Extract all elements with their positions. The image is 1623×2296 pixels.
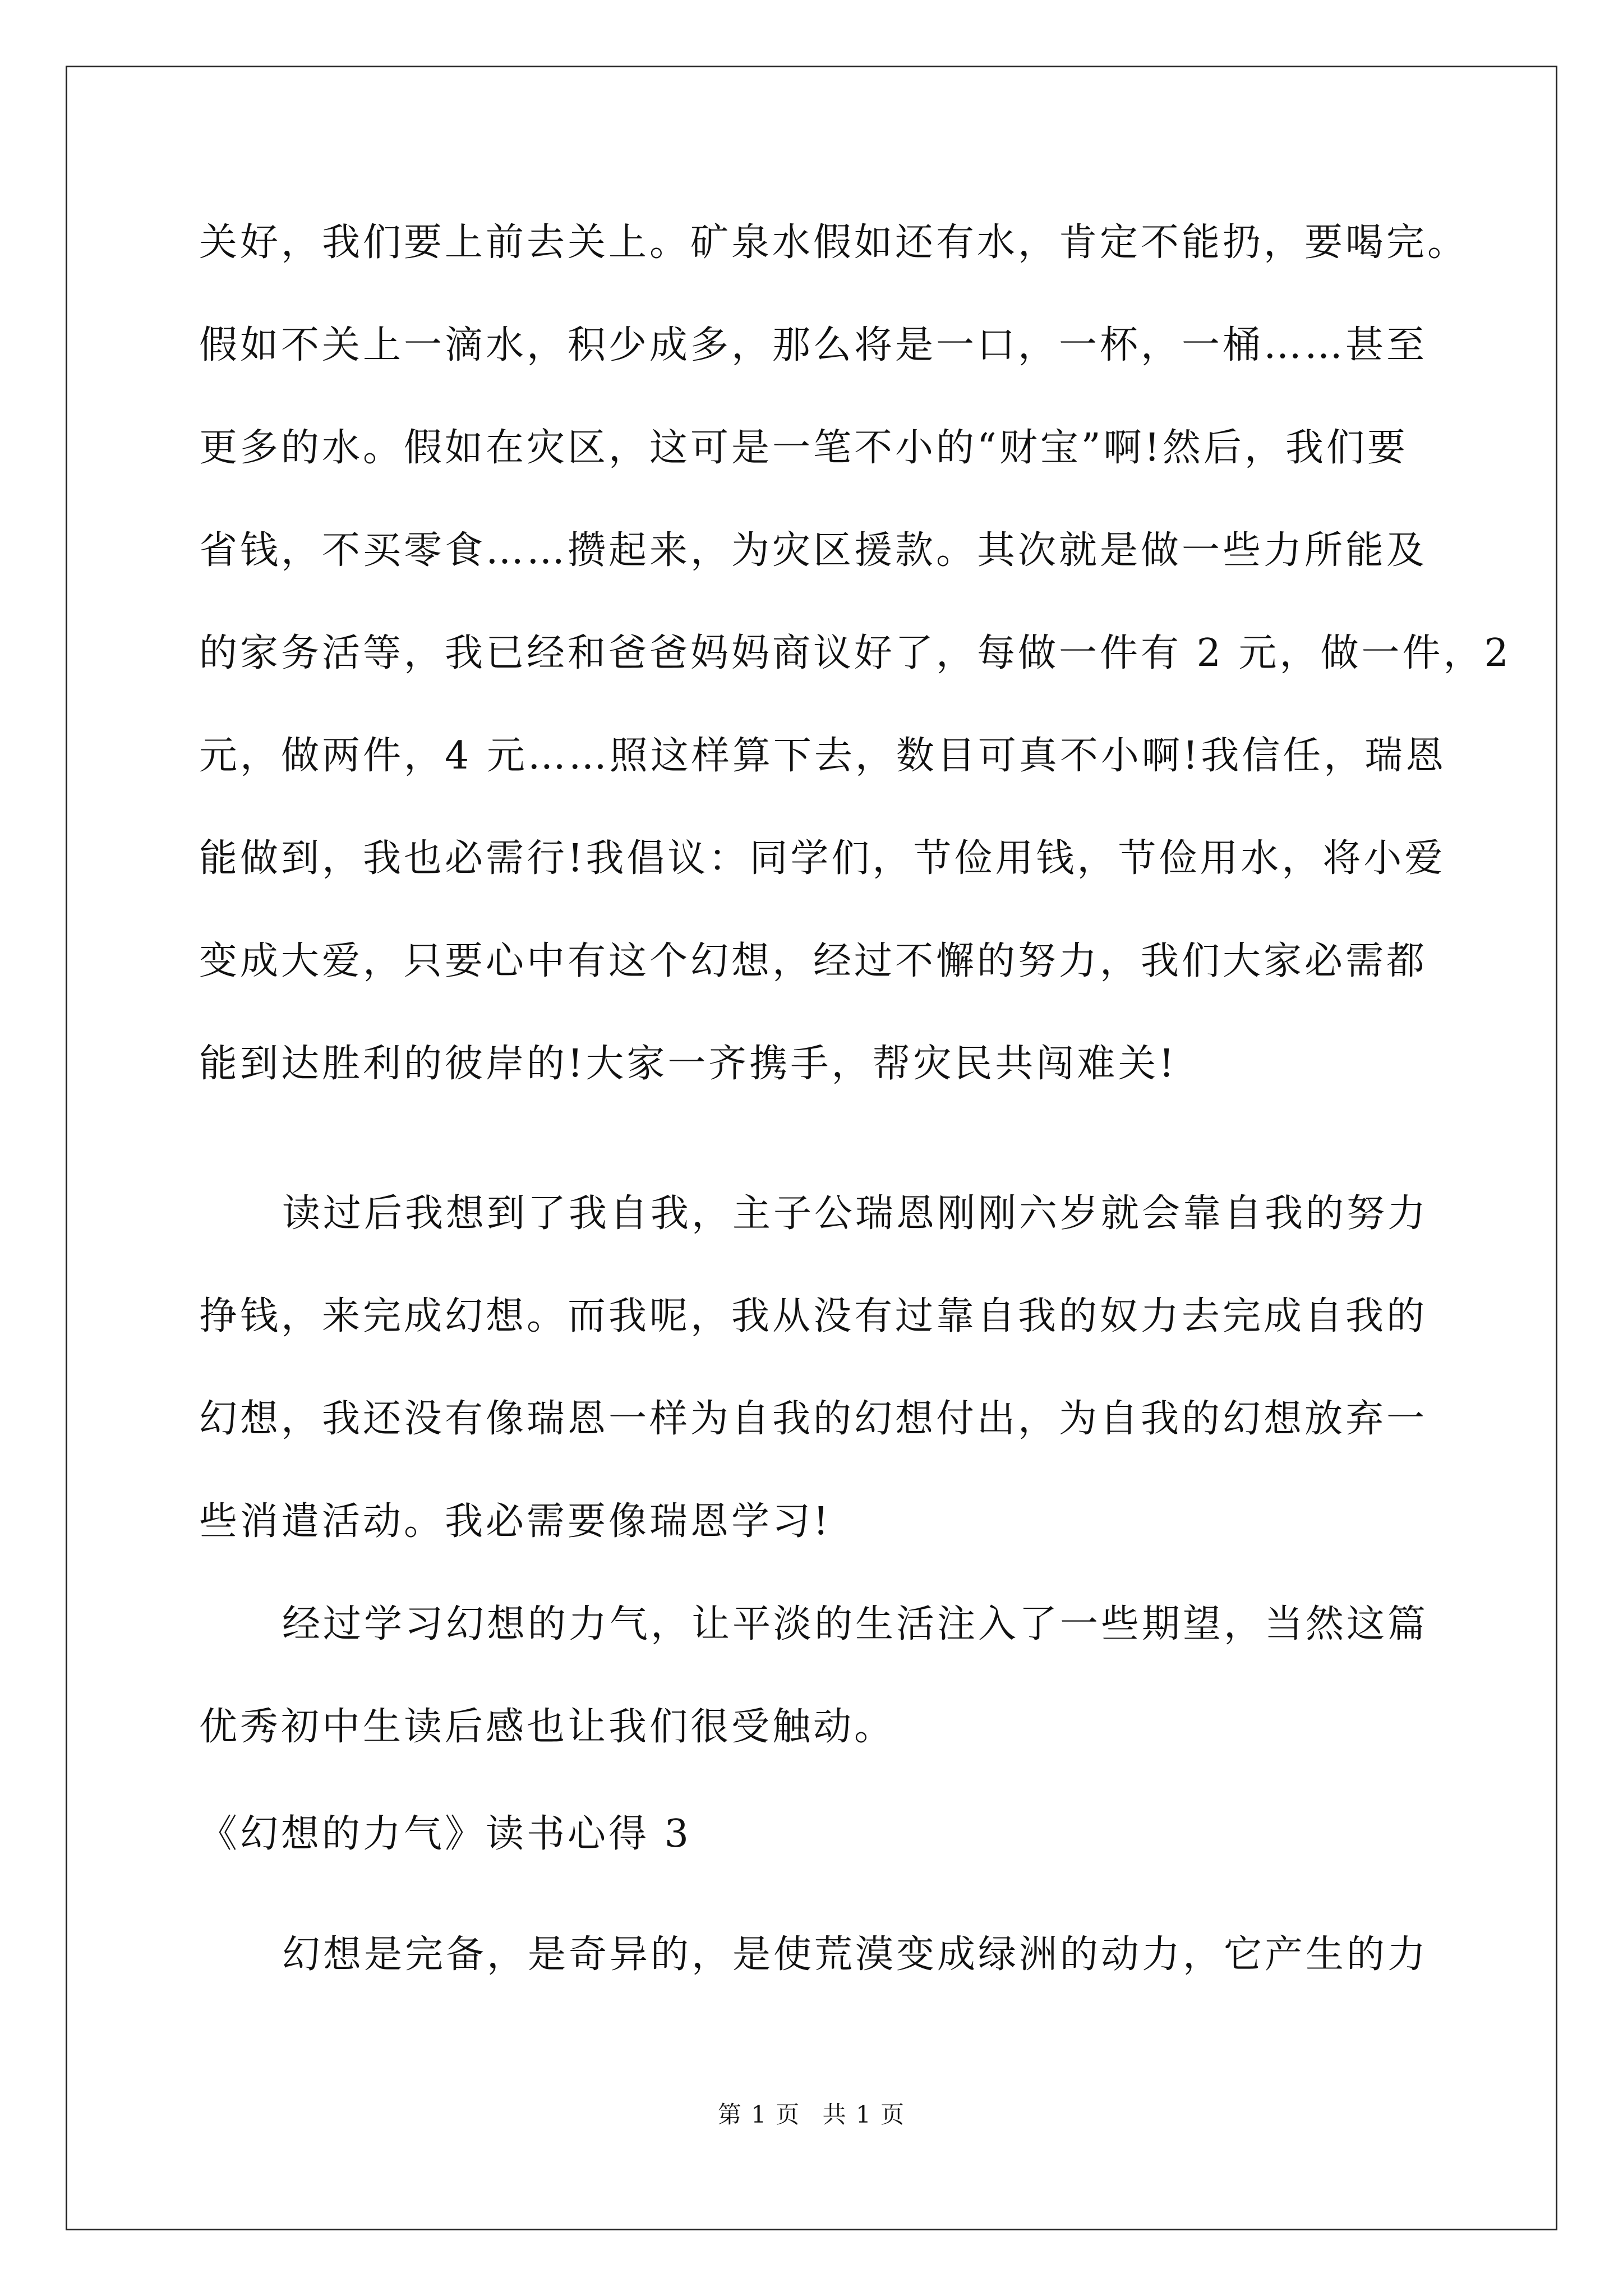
body-line: 关好，我们要上前去关上。矿泉水假如还有水，肯定不能扔，要喝完。 — [199, 220, 1469, 265]
body-line: 优秀初中生读后感也让我们很受触动。 — [199, 1705, 896, 1749]
body-line: 元，做两件，4 元……照这样算下去，数目可真不小啊!我信任，瑞恩 — [199, 734, 1447, 778]
body-line: 的家务活等，我已经和爸爸妈妈商议好了，每做一件有 2 元，做一件，2 — [199, 631, 1511, 675]
body-line: 挣钱，来完成幻想。而我呢，我从没有过靠自我的奴力去完成自我的 — [199, 1294, 1428, 1338]
body-line: 能做到，我也必需行!我倡议：同学们，节俭用钱，节俭用水，将小爱 — [199, 836, 1446, 881]
body-line: 能到达胜利的彼岸的!大家一齐携手，帮灾民共闯难关! — [199, 1042, 1177, 1086]
section-heading: 《幻想的力气》读书心得 3 — [199, 1812, 691, 1856]
body-line: 假如不关上一滴水，积少成多，那么将是一口，一杯，一桶……甚至 — [199, 323, 1428, 367]
page-total: 共 1 页 — [822, 2101, 906, 2128]
page-border — [66, 66, 1557, 2230]
paragraph-start-line: 幻想是完备，是奇异的，是使荒漠变成绿洲的动力，它产生的力 — [282, 1932, 1429, 1977]
paragraph-start-line: 经过学习幻想的力气，让平淡的生活注入了一些期望，当然这篇 — [282, 1602, 1429, 1646]
body-line: 省钱，不买零食……攒起来，为灾区援款。其次就是做一些力所能及 — [199, 528, 1428, 573]
body-line: 变成大爱，只要心中有这个幻想，经过不懈的努力，我们大家必需都 — [199, 939, 1428, 983]
body-line: 些消遣活动。我必需要像瑞恩学习! — [199, 1499, 832, 1544]
body-line: 更多的水。假如在灾区，这可是一笔不小的“财宝”啊!然后，我们要 — [199, 426, 1408, 470]
body-line: 幻想，我还没有像瑞恩一样为自我的幻想付出，为自我的幻想放弃一 — [199, 1397, 1428, 1441]
paragraph-start-line: 读过后我想到了我自我，主子公瑞恩刚刚六岁就会靠自我的努力 — [282, 1191, 1429, 1236]
page-number: 第 1 页 — [717, 2101, 801, 2128]
page-footer — [0, 2098, 1623, 2132]
